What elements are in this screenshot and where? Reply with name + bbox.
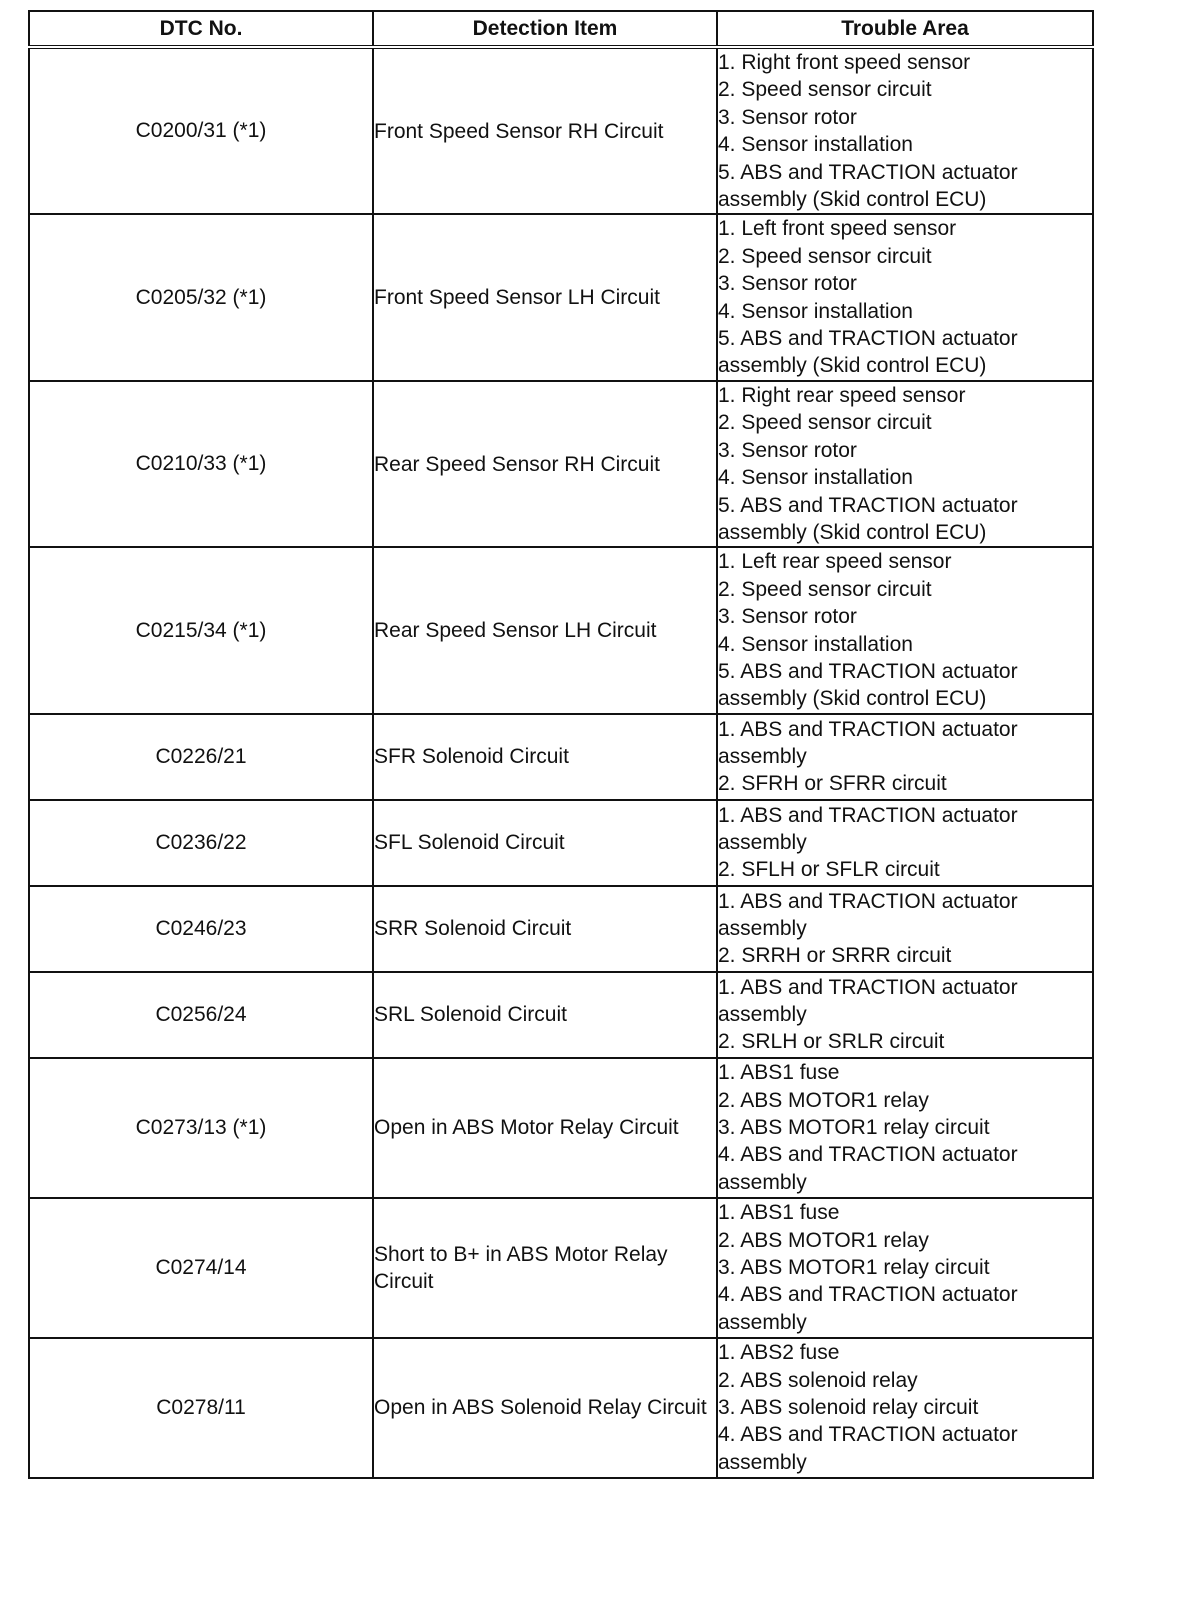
dtc-code: C0215/34 (*1)	[29, 547, 373, 713]
detection-item: Open in ABS Solenoid Relay Circuit	[373, 1338, 717, 1478]
trouble-area	[717, 214, 1093, 380]
dtc-table	[28, 10, 1094, 1479]
trouble-area	[717, 714, 1093, 800]
trouble-line: 4. Sensor installation	[718, 133, 913, 157]
detection-item: Rear Speed Sensor LH Circuit	[373, 547, 717, 713]
trouble-area	[717, 886, 1093, 972]
trouble-line: 3. ABS MOTOR1 relay circuit	[718, 1256, 990, 1280]
table-row	[29, 214, 1093, 380]
table-header	[29, 11, 1093, 47]
detection-item: Short to B+ in ABS Motor Relay Circuit	[373, 1198, 717, 1338]
trouble-line: 1. ABS1 fuse	[718, 1201, 840, 1225]
trouble-line: 4. Sensor installation	[718, 466, 913, 490]
table-row	[29, 886, 1093, 972]
trouble-line: 5. ABS and TRACTION actuator	[718, 160, 1018, 184]
trouble-line: 2. Speed sensor circuit	[718, 577, 932, 601]
trouble-area	[717, 547, 1093, 713]
trouble-area	[717, 1058, 1093, 1198]
trouble-line: 5. ABS and TRACTION actuator	[718, 327, 1018, 351]
trouble-area	[717, 1338, 1093, 1478]
trouble-line: 3. ABS solenoid relay circuit	[718, 1396, 979, 1420]
detection-item: Front Speed Sensor LH Circuit	[373, 214, 717, 380]
trouble-line: assembly	[718, 745, 807, 769]
trouble-line: 1. ABS2 fuse	[718, 1341, 840, 1365]
table-row	[29, 972, 1093, 1058]
dtc-code: C0205/32 (*1)	[29, 214, 373, 380]
trouble-line: assembly (Skid control ECU)	[718, 520, 987, 544]
header-trouble-area: Trouble Area	[841, 16, 969, 40]
table-row	[29, 800, 1093, 886]
dtc-code: C0236/22	[29, 800, 373, 886]
trouble-area	[717, 972, 1093, 1058]
trouble-line: 2. ABS solenoid relay	[718, 1368, 918, 1392]
trouble-line: 1. ABS and TRACTION actuator	[718, 975, 1018, 999]
trouble-line: 2. SFRH or SFRR circuit	[718, 772, 947, 796]
dtc-code: C0274/14	[29, 1198, 373, 1338]
trouble-line: 1. ABS and TRACTION actuator	[718, 889, 1018, 913]
table-row	[29, 381, 1093, 547]
trouble-line: 3. ABS MOTOR1 relay circuit	[718, 1116, 990, 1140]
trouble-line: assembly	[718, 1310, 807, 1334]
header-dtc-no: DTC No.	[29, 11, 373, 47]
trouble-line: 2. Speed sensor circuit	[718, 78, 932, 102]
table-row	[29, 1198, 1093, 1338]
trouble-line: 4. ABS and TRACTION actuator	[718, 1423, 1018, 1447]
trouble-line: assembly	[718, 1003, 807, 1027]
trouble-line: 1. Right rear speed sensor	[718, 383, 966, 407]
trouble-line: 1. Right front speed sensor	[718, 51, 971, 74]
table-row	[29, 1338, 1093, 1478]
trouble-line: 4. ABS and TRACTION actuator	[718, 1143, 1018, 1167]
trouble-line: assembly	[718, 1450, 807, 1474]
table-row	[29, 1058, 1093, 1198]
detection-item: SRR Solenoid Circuit	[373, 886, 717, 972]
trouble-line: 1. ABS and TRACTION actuator	[718, 717, 1018, 741]
trouble-line: assembly	[718, 831, 807, 855]
trouble-line: 2. SRLH or SRLR circuit	[718, 1030, 945, 1054]
trouble-area	[717, 47, 1093, 214]
trouble-line: 1. ABS and TRACTION actuator	[718, 803, 1018, 827]
header-row	[29, 11, 1093, 47]
table-row	[29, 47, 1093, 214]
table-row	[29, 547, 1093, 713]
trouble-line: 5. ABS and TRACTION actuator	[718, 493, 1018, 517]
trouble-area	[717, 381, 1093, 547]
detection-item: Rear Speed Sensor RH Circuit	[373, 381, 717, 547]
trouble-line: 1. Left front speed sensor	[718, 217, 957, 241]
dtc-code: C0246/23	[29, 886, 373, 972]
trouble-line: 3. Sensor rotor	[718, 272, 857, 296]
header-detection-item: Detection Item	[373, 11, 717, 47]
trouble-line: assembly (Skid control ECU)	[718, 188, 987, 212]
trouble-line: 3. Sensor rotor	[718, 605, 857, 629]
dtc-code: C0278/11	[29, 1338, 373, 1478]
trouble-line: 3. Sensor rotor	[718, 438, 857, 462]
trouble-line: assembly (Skid control ECU)	[718, 354, 987, 378]
table-row	[29, 714, 1093, 800]
dtc-code: C0200/31 (*1)	[29, 47, 373, 214]
trouble-line: 2. ABS MOTOR1 relay	[718, 1088, 929, 1112]
dtc-code: C0226/21	[29, 714, 373, 800]
trouble-line: 3. Sensor rotor	[718, 105, 857, 129]
trouble-line: 5. ABS and TRACTION actuator	[718, 659, 1018, 683]
detection-item: SRL Solenoid Circuit	[373, 972, 717, 1058]
detection-item: Front Speed Sensor RH Circuit	[373, 47, 717, 214]
trouble-area	[717, 1198, 1093, 1338]
trouble-line: 2. Speed sensor circuit	[718, 411, 932, 435]
trouble-line: 2. ABS MOTOR1 relay	[718, 1228, 929, 1252]
trouble-line: assembly	[718, 917, 807, 941]
detection-item: Open in ABS Motor Relay Circuit	[373, 1058, 717, 1198]
trouble-line: 4. Sensor installation	[718, 299, 913, 323]
trouble-line: 1. Left rear speed sensor	[718, 550, 952, 574]
dtc-code: C0273/13 (*1)	[29, 1058, 373, 1198]
detection-item: SFR Solenoid Circuit	[373, 714, 717, 800]
trouble-line: 2. SRRH or SRRR circuit	[718, 944, 952, 968]
trouble-line: assembly	[718, 1170, 807, 1194]
trouble-line: 1. ABS1 fuse	[718, 1061, 840, 1085]
trouble-line: 2. Speed sensor circuit	[718, 244, 932, 268]
trouble-area	[717, 800, 1093, 886]
trouble-line: 4. Sensor installation	[718, 632, 913, 656]
table-body	[29, 47, 1093, 1478]
trouble-line: 2. SFLH or SFLR circuit	[718, 858, 940, 882]
dtc-code: C0210/33 (*1)	[29, 381, 373, 547]
trouble-line: assembly (Skid control ECU)	[718, 687, 987, 711]
dtc-document	[28, 10, 1092, 1479]
dtc-code: C0256/24	[29, 972, 373, 1058]
detection-item: SFL Solenoid Circuit	[373, 800, 717, 886]
trouble-line: 4. ABS and TRACTION actuator	[718, 1283, 1018, 1307]
